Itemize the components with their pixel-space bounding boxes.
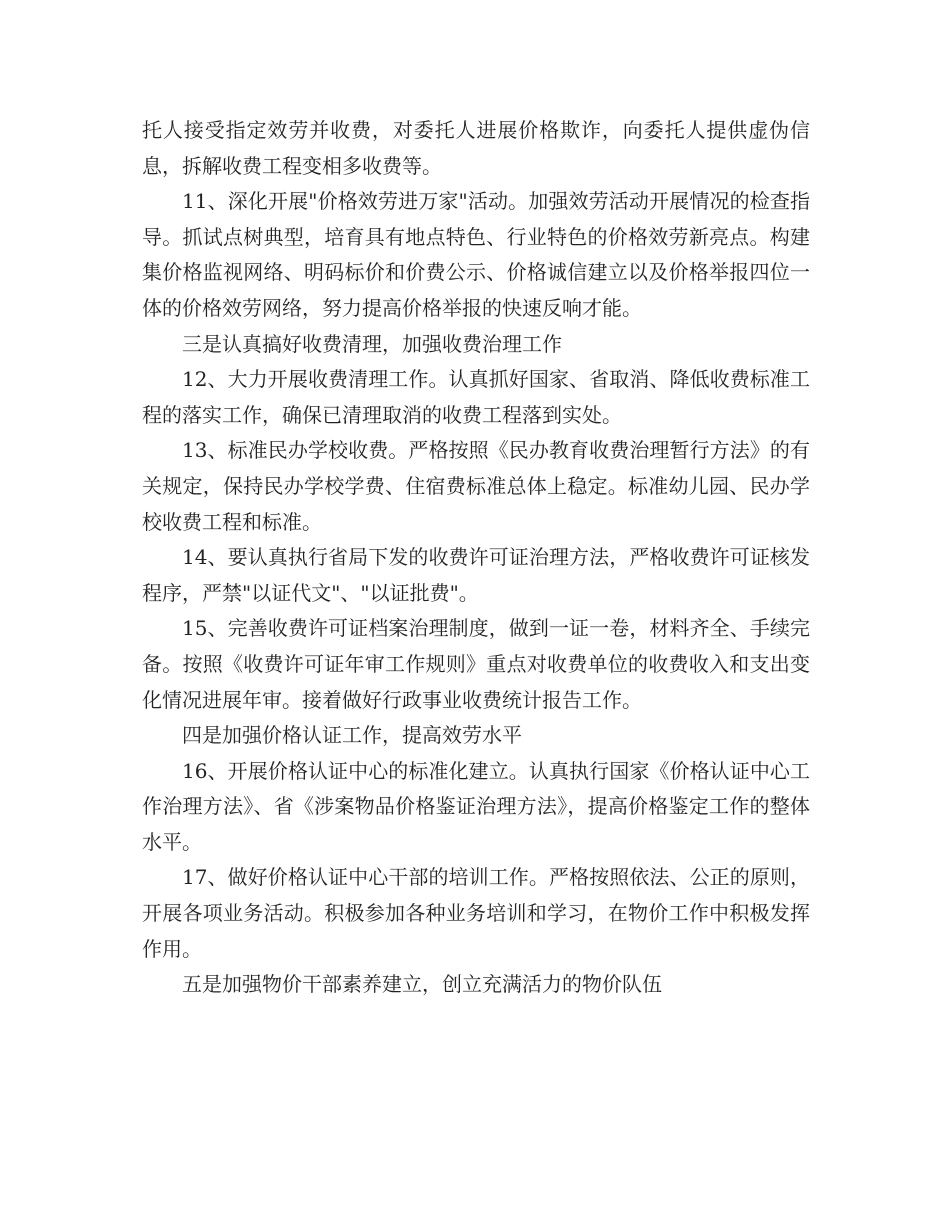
section-heading-4: 四是加强价格认证工作，提高效劳水平	[182, 723, 522, 748]
section-heading-3: 三是认真搞好收费清理，加强收费治理工作	[182, 331, 562, 356]
paragraph-item-16: 16、开展价格认证中心的标准化建立。认真执行国家《价格认证中心工作治理方法》、省《涉案物品价格鉴证治理方法》，提高价格鉴定工作的整体水平。	[142, 758, 810, 854]
paragraph-item-13: 13、标准民办学校收费。严格按照《民办教育收费治理暂行方法》的有关规定，保持民办学校学费、住宿费标准总体上稳定。标准幼儿园、民办学校收费工程和标准。	[142, 438, 810, 534]
paragraph-item-12: 12、大力开展收费清理工作。认真抓好国家、省取消、降低收费标准工程的落实工作，确保已清理取消的收费工程落到实处。	[142, 367, 810, 427]
paragraph-item-14: 14、要认真执行省局下发的收费许可证治理方法，严格收费许可证核发程序，严禁"以证代文"、"以证批费"。	[142, 545, 810, 605]
section-heading-5: 五是加强物价干部素养建立，创立充满活力的物价队伍	[182, 972, 662, 997]
document-body	[142, 113, 810, 1003]
paragraph-item-15: 15、完善收费许可证档案治理制度，做到一证一卷，材料齐全、手续完备。按照《收费许可证年审工作规则》重点对收费单位的收费收入和支出变化情况进展年审。接着做好行政事业收费统计报告工作。	[142, 616, 810, 712]
paragraph-item-11: 11、深化开展"价格效劳进万家"活动。加强效劳活动开展情况的检查指导。抓试点树典型，培育具有地点特色、行业特色的价格效劳新亮点。构建集价格监视网络、明码标价和价费公示、价格诚信建立以及价格举报四位一体的价格效劳网络，努力提高价格举报的快速反响才能。	[142, 189, 810, 320]
paragraph-item-17: 17、做好价格认证中心干部的培训工作。严格按照依法、公正的原则，开展各项业务活动。积极参加各种业务培训和学习，在物价工作中积极发挥作用。	[142, 865, 810, 961]
paragraph-continuation: 托人接受指定效劳并收费，对委托人进展价格欺诈，向委托人提供虚伪信息，拆解收费工程变相多收费等。	[142, 118, 810, 178]
